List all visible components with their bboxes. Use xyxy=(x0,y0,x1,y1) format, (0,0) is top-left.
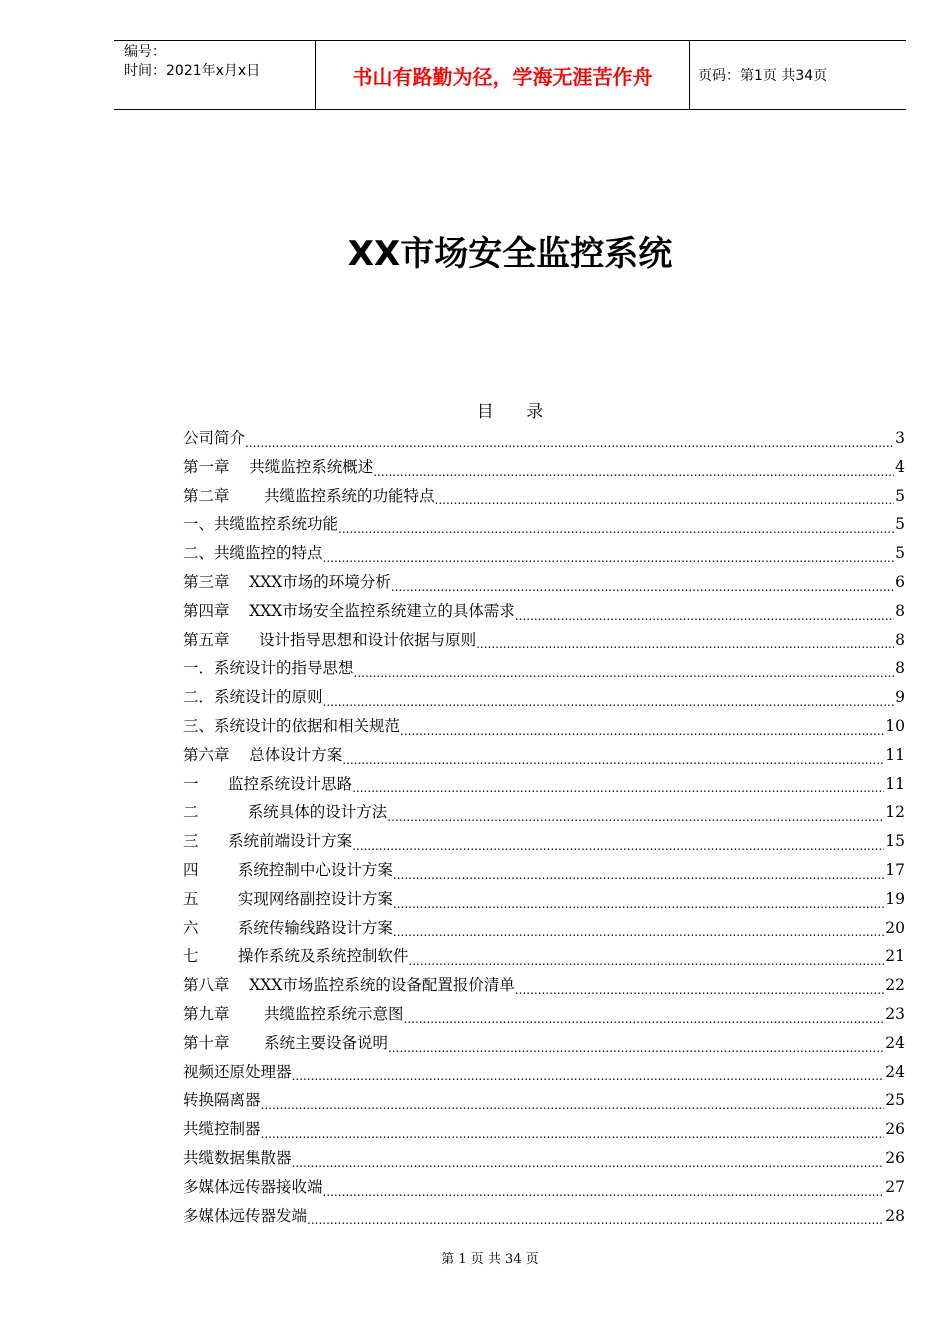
toc-entry[interactable] xyxy=(183,1086,905,1115)
toc-entry-page: 20 xyxy=(885,918,905,937)
toc-entry-page: 19 xyxy=(885,889,905,908)
toc-entry-page: 21 xyxy=(885,947,905,966)
header-motto: 书山有路勤为径，学海无涯苦作舟 xyxy=(316,41,690,109)
toc-entry-page: 8 xyxy=(895,630,905,649)
toc-leader-dots xyxy=(515,597,894,626)
toc-entry-page: 4 xyxy=(895,457,905,476)
toc-entry-title: 六 系统传输线路设计方案 xyxy=(183,918,393,937)
toc-entry-title: 一、共缆监控系统功能 xyxy=(183,515,339,534)
toc-heading-text: 目 录 xyxy=(476,402,544,422)
toc-entry[interactable] xyxy=(183,597,905,626)
toc-leader-dots xyxy=(476,626,894,655)
toc-entry-title: 共缆控制器 xyxy=(183,1120,261,1139)
toc-entry-page: 9 xyxy=(895,688,905,707)
toc-entry[interactable] xyxy=(183,712,905,741)
toc-entry[interactable] xyxy=(183,1144,905,1173)
toc-leader-dots xyxy=(292,1144,885,1173)
toc-entry[interactable] xyxy=(183,510,905,539)
toc-entry-page: 28 xyxy=(885,1206,905,1225)
toc-entry[interactable] xyxy=(183,1173,905,1202)
toc-entry-title: 第十章 系统主要设备说明 xyxy=(183,1033,388,1052)
toc-entry-page: 24 xyxy=(885,1033,905,1052)
toc-entry[interactable] xyxy=(183,482,905,511)
page-footer: 第 1 页 共 34 页 xyxy=(441,1252,539,1267)
toc-entry[interactable] xyxy=(183,741,905,770)
toc-leader-dots xyxy=(400,712,884,741)
document-title: XX市场安全监控系统 xyxy=(347,234,673,274)
toc-entry-title: 第六章 总体设计方案 xyxy=(183,745,343,764)
toc-entry-title: 第八章 XXX市场监控系统的设备配置报价清单 xyxy=(183,976,515,995)
toc-entry[interactable] xyxy=(183,942,905,971)
toc-entry[interactable] xyxy=(183,1029,905,1058)
toc-entry-page: 8 xyxy=(895,659,905,678)
toc-leader-dots xyxy=(393,885,884,914)
toc-leader-dots xyxy=(261,1086,885,1115)
toc-leader-dots xyxy=(408,942,884,971)
toc-entry-title: 视频还原处理器 xyxy=(183,1062,292,1081)
toc-leader-dots xyxy=(338,510,894,539)
toc-entry-page: 3 xyxy=(895,429,905,447)
toc-leader-dots xyxy=(261,1115,885,1144)
toc-entry-page: 24 xyxy=(885,1062,905,1081)
toc-entry[interactable] xyxy=(183,453,905,482)
toc-entry-page: 23 xyxy=(885,1004,905,1023)
toc-leader-dots xyxy=(393,856,884,885)
toc-entry-title: 三、系统设计的依据和相关规范 xyxy=(183,716,401,735)
toc-heading xyxy=(0,397,950,422)
toc-leader-dots xyxy=(435,482,895,511)
toc-entry-page: 27 xyxy=(885,1177,905,1196)
toc-entry-title: 第一章 共缆监控系统概述 xyxy=(183,457,374,476)
number-label: 编号： xyxy=(124,44,166,60)
toc-leader-dots xyxy=(391,568,894,597)
toc-entry[interactable] xyxy=(183,1000,905,1029)
header-info-cell xyxy=(114,41,316,109)
toc-entry-page: 11 xyxy=(885,745,905,764)
toc-entry-title: 转换隔离器 xyxy=(183,1091,261,1110)
toc-entry-page: 26 xyxy=(885,1120,905,1139)
page-header xyxy=(114,40,906,110)
toc-leader-dots xyxy=(245,424,894,453)
toc-entry-title: 二 系统具体的设计方法 xyxy=(183,803,388,822)
toc-entry-title: 一 监控系统设计思路 xyxy=(183,774,353,793)
toc-entry-title: 第二章 共缆监控系统的功能特点 xyxy=(183,486,435,505)
toc-leader-dots xyxy=(393,914,884,943)
toc-entry[interactable] xyxy=(183,827,905,856)
toc-entry-page: 22 xyxy=(885,976,905,995)
toc-entry-title: 第五章 设计指导思想和设计依据与原则 xyxy=(183,630,477,649)
toc-entry[interactable] xyxy=(183,1115,905,1144)
toc-entry-page: 8 xyxy=(895,601,905,620)
toc-entry[interactable] xyxy=(183,1202,905,1231)
toc-leader-dots xyxy=(404,1000,885,1029)
table-of-contents xyxy=(183,424,905,1230)
toc-entry-page: 6 xyxy=(895,572,905,591)
toc-entry-title: 第九章 共缆监控系统示意图 xyxy=(183,1004,404,1023)
toc-leader-dots xyxy=(373,453,894,482)
header-page-info: 页码：第1页 共34页 xyxy=(698,68,828,84)
toc-entry-title: 四 系统控制中心设计方案 xyxy=(183,860,393,879)
toc-entry-title: 二、共缆监控的特点 xyxy=(183,544,323,563)
toc-entry-title: 共缆数据集散器 xyxy=(183,1148,292,1167)
toc-entry[interactable] xyxy=(183,626,905,655)
toc-entry[interactable] xyxy=(183,770,905,799)
toc-entry-page: 5 xyxy=(895,544,905,563)
toc-entry-title: 多媒体远传器接收端 xyxy=(183,1177,323,1196)
toc-entry[interactable] xyxy=(183,914,905,943)
toc-entry[interactable] xyxy=(183,539,905,568)
toc-leader-dots xyxy=(387,798,884,827)
toc-entry-title: 二．系统设计的原则 xyxy=(183,688,323,707)
toc-entry-title: 一．系统设计的指导思想 xyxy=(183,659,354,678)
time-label: 时间：2021年x月x日 xyxy=(124,63,261,79)
toc-entry[interactable] xyxy=(183,885,905,914)
toc-entry-title: 七 操作系统及系统控制软件 xyxy=(183,947,409,966)
toc-entry-title: 三 系统前端设计方案 xyxy=(183,832,353,851)
toc-entry[interactable] xyxy=(183,654,905,683)
toc-entry-page: 12 xyxy=(885,803,905,822)
toc-leader-dots xyxy=(342,741,884,770)
toc-leader-dots xyxy=(292,1058,885,1087)
toc-entry-title: 第四章 XXX市场安全监控系统建立的具体需求 xyxy=(183,601,515,620)
toc-leader-dots xyxy=(352,770,884,799)
toc-entry-page: 17 xyxy=(885,860,905,879)
toc-leader-dots xyxy=(323,683,895,712)
toc-entry[interactable] xyxy=(183,971,905,1000)
toc-entry-title: 公司简介 xyxy=(183,429,246,447)
toc-leader-dots xyxy=(515,971,884,1000)
toc-entry-title: 五 实现网络副控设计方案 xyxy=(183,889,393,908)
toc-entry-page: 5 xyxy=(895,486,905,505)
toc-entry-title: 多媒体远传器发端 xyxy=(183,1206,308,1225)
toc-leader-dots xyxy=(352,827,884,856)
toc-leader-dots xyxy=(323,1173,885,1202)
toc-entry-page: 26 xyxy=(885,1148,905,1167)
toc-entry-page: 5 xyxy=(895,515,905,534)
toc-leader-dots xyxy=(354,654,895,683)
toc-entry-title: 第三章 XXX市场的环境分析 xyxy=(183,572,391,591)
toc-leader-dots xyxy=(388,1029,884,1058)
toc-leader-dots xyxy=(307,1202,884,1231)
toc-entry-page: 11 xyxy=(885,774,905,793)
toc-entry-page: 10 xyxy=(885,716,905,735)
toc-entry[interactable] xyxy=(183,683,905,712)
toc-entry[interactable] xyxy=(183,798,905,827)
toc-entry[interactable] xyxy=(183,1058,905,1087)
toc-leader-dots xyxy=(323,539,895,568)
toc-entry[interactable] xyxy=(183,424,905,453)
toc-entry[interactable] xyxy=(183,568,905,597)
toc-entry[interactable] xyxy=(183,856,905,885)
toc-entry-page: 15 xyxy=(885,832,905,851)
toc-entry-page: 25 xyxy=(885,1091,905,1110)
